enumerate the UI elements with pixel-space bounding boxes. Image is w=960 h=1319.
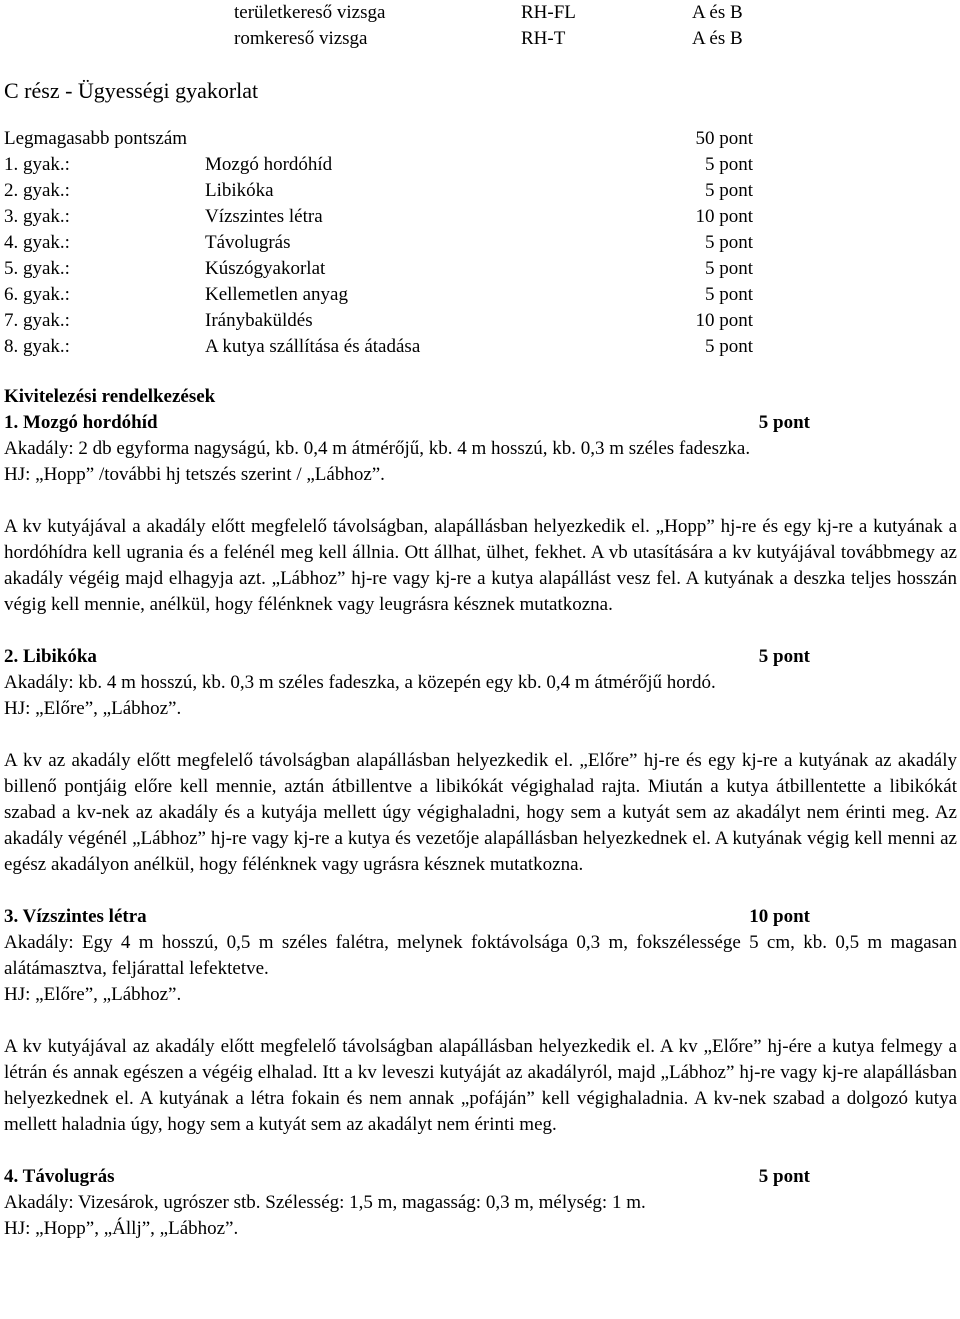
commands-text: HJ: „Előre”, „Lábhoz”. bbox=[4, 984, 182, 1005]
exercise-row bbox=[4, 256, 957, 282]
exercise-number: 6. gyak.: bbox=[4, 284, 70, 305]
summary-max-row bbox=[4, 126, 957, 152]
exercise-name: Libikóka bbox=[205, 180, 274, 201]
exercise-heading bbox=[4, 1164, 957, 1190]
exercise-number: 2. gyak.: bbox=[4, 180, 70, 201]
exam-category: A és B bbox=[692, 2, 743, 23]
exercise-row bbox=[4, 308, 957, 334]
exercise-name: A kutya szállítása és átadása bbox=[205, 336, 421, 357]
exam-code: RH-T bbox=[521, 28, 566, 49]
exam-category: A és B bbox=[692, 28, 743, 49]
exercise-row bbox=[4, 334, 957, 360]
exercise-points: 5 pont bbox=[704, 232, 753, 253]
obstacle-text: Akadály: kb. 4 m hosszú, kb. 0,3 m széles fadeszka, a közepén egy kb. 0,4 m átmérőjű hordó. bbox=[4, 672, 716, 693]
document-page bbox=[4, 0, 957, 1242]
max-label: Legmagasabb pontszám bbox=[4, 128, 188, 149]
exercise-name: Kellemetlen anyag bbox=[205, 284, 348, 305]
exam-name: területkereső vizsga bbox=[234, 2, 386, 23]
exercise-points: 10 pont bbox=[695, 310, 753, 331]
exercise-points: 5 pont bbox=[704, 336, 753, 357]
exercise-title: 3. Vízszintes létra bbox=[4, 906, 147, 927]
exercise-row bbox=[4, 204, 957, 230]
exercise-number: 1. gyak.: bbox=[4, 154, 70, 175]
exercise-name: Kúszógyakorlat bbox=[205, 258, 326, 279]
section-title: C rész - Ügyességi gyakorlat bbox=[4, 78, 259, 103]
exercise-number: 5. gyak.: bbox=[4, 258, 70, 279]
provisions-title: Kivitelezési rendelkezések bbox=[4, 386, 216, 407]
exercise-points: 5 pont bbox=[704, 284, 753, 305]
exercise-heading bbox=[4, 904, 957, 930]
exercise-points: 10 pont bbox=[749, 906, 810, 927]
commands-text: HJ: „Hopp” /további hj tetszés szerint / „Lábhoz”. bbox=[4, 464, 385, 485]
description-text: A kv az akadály előtt megfelelő távolságban alapállásban helyezkedik el. „Előre” hj-re és egy kj-re a kutyának az akadály billenő pontjáig előre kell mennie, aztán átbillentve a libikókát végighalad rajta. Miután a kutya átbillentette a libikókát szabad a kv-nek az akadály és a kutyája mellett úgy végighaladni, hogy sem a kutyát sem az akadályt nem érinti meg. Az akadály végénél „Lábhoz” hj-re vagy kj-re a kutya és vezetője alapállásban helyezkednek el. A kutyának végig kell menni az egész akadályon anélkül, hogy félénknek vagy ugrásra késznek mutatkozna. bbox=[4, 750, 957, 875]
exercise-name: Vízszintes létra bbox=[205, 206, 323, 227]
exercise-name: Távolugrás bbox=[205, 232, 291, 253]
exercise-row bbox=[4, 178, 957, 204]
exercise-number: 4. gyak.: bbox=[4, 232, 70, 253]
exercise-number: 7. gyak.: bbox=[4, 310, 70, 331]
exercise-heading bbox=[4, 644, 957, 670]
exercise-points: 5 pont bbox=[758, 1166, 810, 1187]
commands-text: HJ: „Hopp”, „Állj”, „Lábhoz”. bbox=[4, 1218, 239, 1239]
header-row bbox=[4, 0, 957, 26]
exercise-row bbox=[4, 230, 957, 256]
exercise-points: 5 pont bbox=[704, 180, 753, 201]
exercise-title: 4. Távolugrás bbox=[4, 1166, 115, 1187]
exercise-number: 3. gyak.: bbox=[4, 206, 70, 227]
exercise-name: Mozgó hordóhíd bbox=[205, 154, 333, 175]
exercise-points: 5 pont bbox=[758, 412, 810, 433]
obstacle-text: Akadály: 2 db egyforma nagyságú, kb. 0,4 m átmérőjű, kb. 4 m hosszú, kb. 0,3 m széles fadeszka. bbox=[4, 438, 751, 459]
exercise-title: 2. Libikóka bbox=[4, 646, 97, 667]
exercise-row bbox=[4, 152, 957, 178]
exercise-points: 5 pont bbox=[704, 154, 753, 175]
exercise-points: 5 pont bbox=[704, 258, 753, 279]
exercise-points: 10 pont bbox=[695, 206, 753, 227]
header-row bbox=[4, 26, 957, 52]
obstacle-text: Akadály: Vizesárok, ugrószer stb. Szélesség: 1,5 m, magasság: 0,3 m, mélység: 1 m. bbox=[4, 1192, 646, 1213]
exercise-title: 1. Mozgó hordóhíd bbox=[4, 412, 158, 433]
exercise-points: 5 pont bbox=[758, 646, 810, 667]
exercise-heading bbox=[4, 410, 957, 436]
exercise-name: Iránybaküldés bbox=[205, 310, 313, 331]
exercise-number: 8. gyak.: bbox=[4, 336, 70, 357]
exercise-row bbox=[4, 282, 957, 308]
description-text: A kv kutyájával az akadály előtt megfelelő távolságban alapállásban helyezkedik el. A kv „Előre” hj-ére a kutya felmegy a létrán és annak egészen a végéig elhalad. Itt a kv leveszi kutyáját az akadályról, majd „Lábhoz” hj-re vagy kj-re alapállásban helyezkednek el. A kutyának a létra fokain és nem annak „pofáján” kell végighaladnia. A kv-nek szabad a dolgozó kutya mellett haladnia úgy, hogy sem a kutyát sem az akadályt nem érinti meg. bbox=[4, 1036, 957, 1135]
commands-text: HJ: „Előre”, „Lábhoz”. bbox=[4, 698, 182, 719]
obstacle-text: Akadály: Egy 4 m hosszú, 0,5 m széles falétra, melynek foktávolsága 0,3 m, fokszélessége 5 cm, kb. 0,5 m magasan alátámasztva, feljárattal lefektetve. bbox=[4, 932, 957, 979]
exam-code: RH-FL bbox=[521, 2, 576, 23]
max-points: 50 pont bbox=[695, 128, 753, 149]
exam-name: romkereső vizsga bbox=[234, 28, 368, 49]
description-text: A kv kutyájával a akadály előtt megfelelő távolságban, alapállásban helyezkedik el. „Hopp” hj-re és egy kj-re a kutyának a hordóhídra kell ugrania és a felénél meg kell állnia. Ott állhat, ülhet, fekhet. A vb utasítására a kv kutyájával továbbmegy az akadály végéig majd elhagyja azt. „Lábhoz” hj-re vagy kj-re a kutya alapállást vesz fel. A kutyának a deszka teljes hosszán végig kell mennie, anélkül, hogy félénknek vagy leugrásra késznek mutatkozna. bbox=[4, 516, 957, 615]
